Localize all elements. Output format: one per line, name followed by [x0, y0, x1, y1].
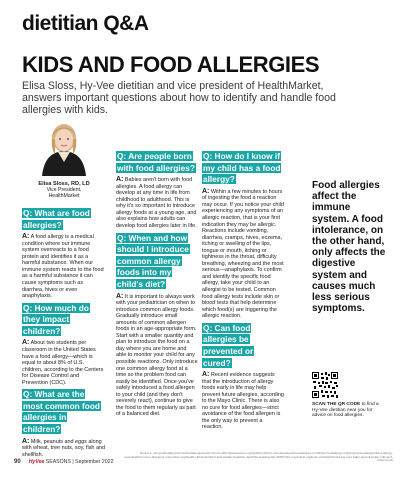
qr-caption-label: SCAN THE QR CODE [312, 402, 361, 407]
answer-text: It is important to always work with your pediatrician on when to introduce common allergy foods. Gradually introduce small amounts of common allergen foods in an age-appropriate form. Start with a smaller quantity and plan to introduce the food on a day where you are home and able to monitor your child for any possible reactions. Only introduce one common allergy food at a time so the problem food can easily be identified. Once you've safely introduced a food allergen to your child (and they don't severely react), continue to give the food to them regularly as part of a balanced diet. [116, 293, 198, 418]
answer-marker: A: [202, 371, 210, 379]
qa-column-1 [22, 209, 106, 462]
answer-marker: A: [116, 176, 124, 184]
article-title: KIDS AND FOOD ALLERGIES [22, 52, 320, 77]
qr-caption [312, 402, 384, 419]
question-heading: Q: How much do they impact children? [23, 302, 89, 336]
question-heading: Q: When and how should I introduce common allergy foods into my child's diet? [117, 232, 189, 289]
issue-label: SEASONS | September 2022 [44, 459, 114, 465]
author-byline [22, 181, 106, 200]
qr-caption-text: to find a Hy-Vee dietitian near you for advice on food allergies. [312, 402, 379, 419]
answer-text: Babies aren't born with food allergies. A food allergy can develop at any time in life from childhood to adulthood. This is why it's so important to introduce allergy foods at a young age, and also explains how adults can develop food allergies later in life. [116, 177, 197, 230]
section-kicker: dietitian Q&A [22, 12, 149, 35]
question-heading: Q: What are food allergies? [23, 208, 90, 230]
brand-logo: HyVee [28, 459, 45, 465]
answer-paragraph [22, 234, 106, 299]
answer-text: A food allergy is a medical condition where our immune system overreacts to a food protein and identifies it as a harmful substance. When our immune system reacts to the food as a harmful substance it can cause symptoms such as diarrhea, hives or even anaphylaxis. [22, 234, 104, 300]
answer-paragraph [116, 177, 198, 229]
article-deck: Elisa Sloss, Hy-Vee dietitian and vice president of HealthMarket, answers important questions about how to identify and handle food allergies with kids. [22, 80, 336, 116]
answer-text: Milk, peanuts and eggs along with wheat, tree nuts, soy, fish and shellfish. [22, 438, 106, 458]
answer-text: Recent evidence suggests that the introduction of allergy foods early in life may help prevent future allergies, according to the Mayo Clinic. There is also no cure for food allergies—strict avoidance of the food allergen is the only way to prevent a reaction. [202, 372, 284, 431]
author-photo [22, 118, 106, 176]
answer-paragraph [202, 189, 284, 320]
qa-column-3 [202, 152, 284, 435]
page-footer [14, 459, 113, 465]
answer-paragraph [116, 294, 198, 418]
page-number: 90 [14, 459, 21, 465]
author-name: Elisa Sloss, RD, LD [38, 181, 90, 187]
question-heading: Q: Are people born with food allergies? [117, 151, 195, 173]
sidebar-callout: Food allergies affect the immune system. A food intolerance, on the other hand, only affects the digestive system and causes much less serious symptoms. [312, 180, 386, 315]
question-heading: Q: What are the most common food allergies in children? [23, 389, 100, 435]
sources-note: Sources: cdc.gov/healthyschools/foodallergies/index.htm healthmarketsource.org/health/nutrition-and-diseases/food-allergies-in-children foodallergy.org/living-food-allergies/food-allergy-essentials/common-allergens mayoclinic.org/healthy-lifestyle/infant-and-toddler-health/in-depth/food-allergy/art-20457411 mayoclinic.org/tools-on/blog/introducing-your-baby-peanut-butter-milk-and-other-foods [124, 451, 393, 463]
author-org: HealthMarket [48, 193, 80, 200]
qa-column-2 [116, 152, 198, 422]
answer-marker: A: [202, 187, 210, 195]
question-heading: Q: Can food allergies be prevented or cured? [203, 322, 254, 368]
author-role: Vice President, [46, 187, 82, 194]
answer-marker: A: [116, 292, 124, 300]
qr-code-icon[interactable] [312, 372, 338, 398]
answer-text: Within a few minutes to hours of ingesting the food a reaction may occur. If you notice your child experiencing any symptoms of an allergic reaction, that is your first indication they may be allergic. Reactions include vomiting, diarrhea, cramps, hives, eczema, itching or swelling of the lips, tongue or mouth, itching or tightness in the throat, difficulty breathing, wheezing and the most serious—anaphylaxis. To confirm and identify the specific food allergy, take your child to an allergist to be tested. Common food allergy tests include skin or blood tests that help determine which food(s) are triggering the allergic reaction. [202, 188, 284, 320]
question-heading: Q: How do I know if my child has a food allergy? [203, 151, 281, 185]
answer-marker: A: [22, 437, 30, 445]
answer-marker: A: [22, 233, 30, 241]
answer-paragraph [22, 340, 106, 386]
answer-marker: A: [22, 339, 30, 347]
answer-text: About two students per classroom in the United States have a food allergy—which is equal to about 8% of U.S. children, according to the Centers for Disease Control and Prevention (CDC). [22, 340, 104, 386]
answer-paragraph [22, 439, 106, 459]
answer-paragraph [202, 372, 284, 431]
